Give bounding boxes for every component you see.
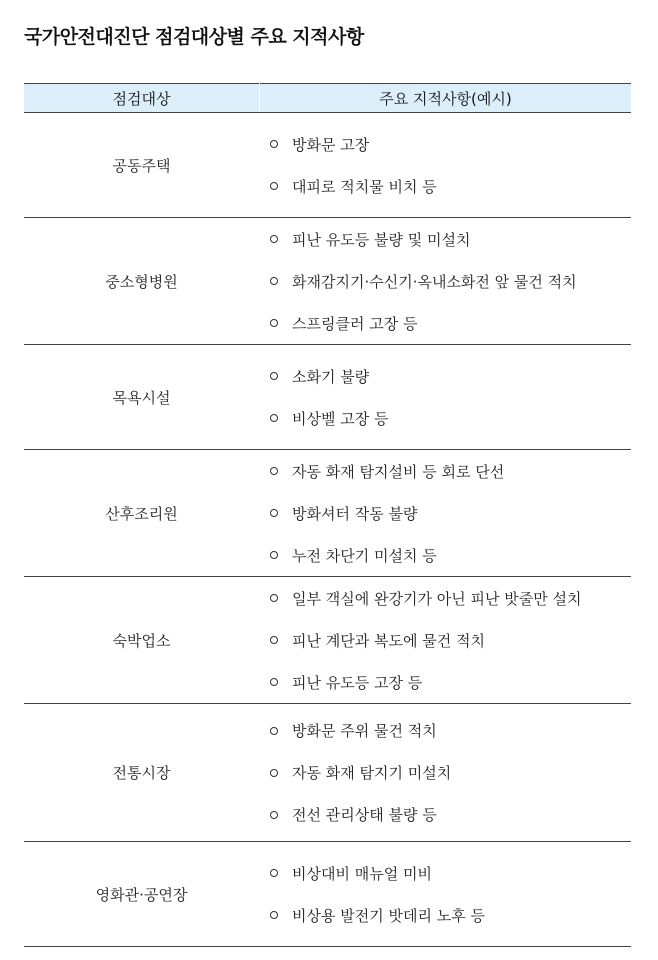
issue-text: 방화셔터 작동 불량 [292,504,418,523]
circle-bullet-icon [270,727,278,735]
row-target: 목욕시설 [24,345,260,450]
issue-item [270,534,631,576]
issue-item [270,752,631,794]
circle-bullet-icon [270,509,278,517]
circle-bullet-icon [270,911,278,919]
issue-text: 비상벨 고장 등 [292,409,389,428]
issue-item [270,218,631,260]
issue-text: 일부 객실에 완강기가 아닌 피난 밧줄만 설치 [292,589,582,608]
row-issues [260,842,632,947]
issue-text: 피난 유도등 고장 등 [292,673,423,692]
issue-text: 비상용 발전기 밧데리 노후 등 [292,906,485,925]
table-row [24,842,631,947]
circle-bullet-icon [270,678,278,686]
issue-item [270,619,631,661]
issue-item [270,710,631,752]
row-issues [260,218,632,345]
table-row [24,218,631,345]
row-issues [260,113,632,218]
circle-bullet-icon [270,414,278,422]
issue-text: 전선 관리상태 불량 등 [292,806,437,824]
table-row [24,577,631,704]
row-issues [260,345,632,450]
issue-text: 자동 화재 탐지기 미설치 [292,764,452,782]
row-target: 숙박업소 [24,577,260,704]
circle-bullet-icon [270,235,278,243]
table-row [24,450,631,577]
row-issues [260,450,632,577]
inspection-table [24,83,631,947]
issue-text: 방화문 고장 [292,135,370,154]
row-target: 전통시장 [24,704,260,842]
issue-item [270,852,631,894]
row-target: 영화관·공연장 [24,842,260,947]
circle-bullet-icon [270,869,278,877]
circle-bullet-icon [270,551,278,559]
issue-text: 방화문 주위 물건 적치 [292,722,437,740]
issue-item [270,450,631,492]
issue-text: 피난 유도등 불량 및 미설치 [292,230,471,249]
row-target: 공동주택 [24,113,260,218]
issue-item [270,302,631,344]
issue-item [270,894,631,936]
circle-bullet-icon [270,467,278,475]
circle-bullet-icon [270,769,278,777]
issue-text: 비상대비 매뉴얼 미비 [292,864,432,883]
row-issues [260,704,632,842]
issue-item [270,577,631,619]
table-header-row [24,84,631,113]
issue-item [270,260,631,302]
issue-item [270,492,631,534]
table-row [24,113,631,218]
circle-bullet-icon [270,811,278,819]
row-issues [260,577,632,704]
issue-text: 자동 화재 탐지설비 등 회로 단선 [292,462,505,481]
row-target: 산후조리원 [24,450,260,577]
circle-bullet-icon [270,277,278,285]
circle-bullet-icon [270,140,278,148]
page-title: 국가안전대진단 점검대상별 주요 지적사항 [24,26,364,48]
issue-text: 대피로 적치물 비치 등 [292,177,437,196]
header-issues: 주요 지적사항(예시) [260,84,632,113]
circle-bullet-icon [270,594,278,602]
circle-bullet-icon [270,372,278,380]
issue-item [270,794,631,836]
table-row [24,345,631,450]
issue-item [270,661,631,703]
issue-item [270,355,631,397]
issue-text: 스프링클러 고장 등 [292,314,418,333]
issue-item [270,397,631,439]
header-target: 점검대상 [24,84,260,113]
circle-bullet-icon [270,636,278,644]
issue-text: 소화기 불량 [292,367,370,386]
issue-text: 누전 차단기 미설치 등 [292,546,437,565]
circle-bullet-icon [270,182,278,190]
circle-bullet-icon [270,319,278,327]
issue-item [270,165,631,207]
issue-item [270,123,631,165]
issue-text: 피난 계단과 복도에 물건 적치 [292,631,485,650]
row-target: 중소형병원 [24,218,260,345]
table-row [24,704,631,842]
issue-text: 화재감지기·수신기·옥내소화전 앞 물건 적치 [292,272,577,291]
